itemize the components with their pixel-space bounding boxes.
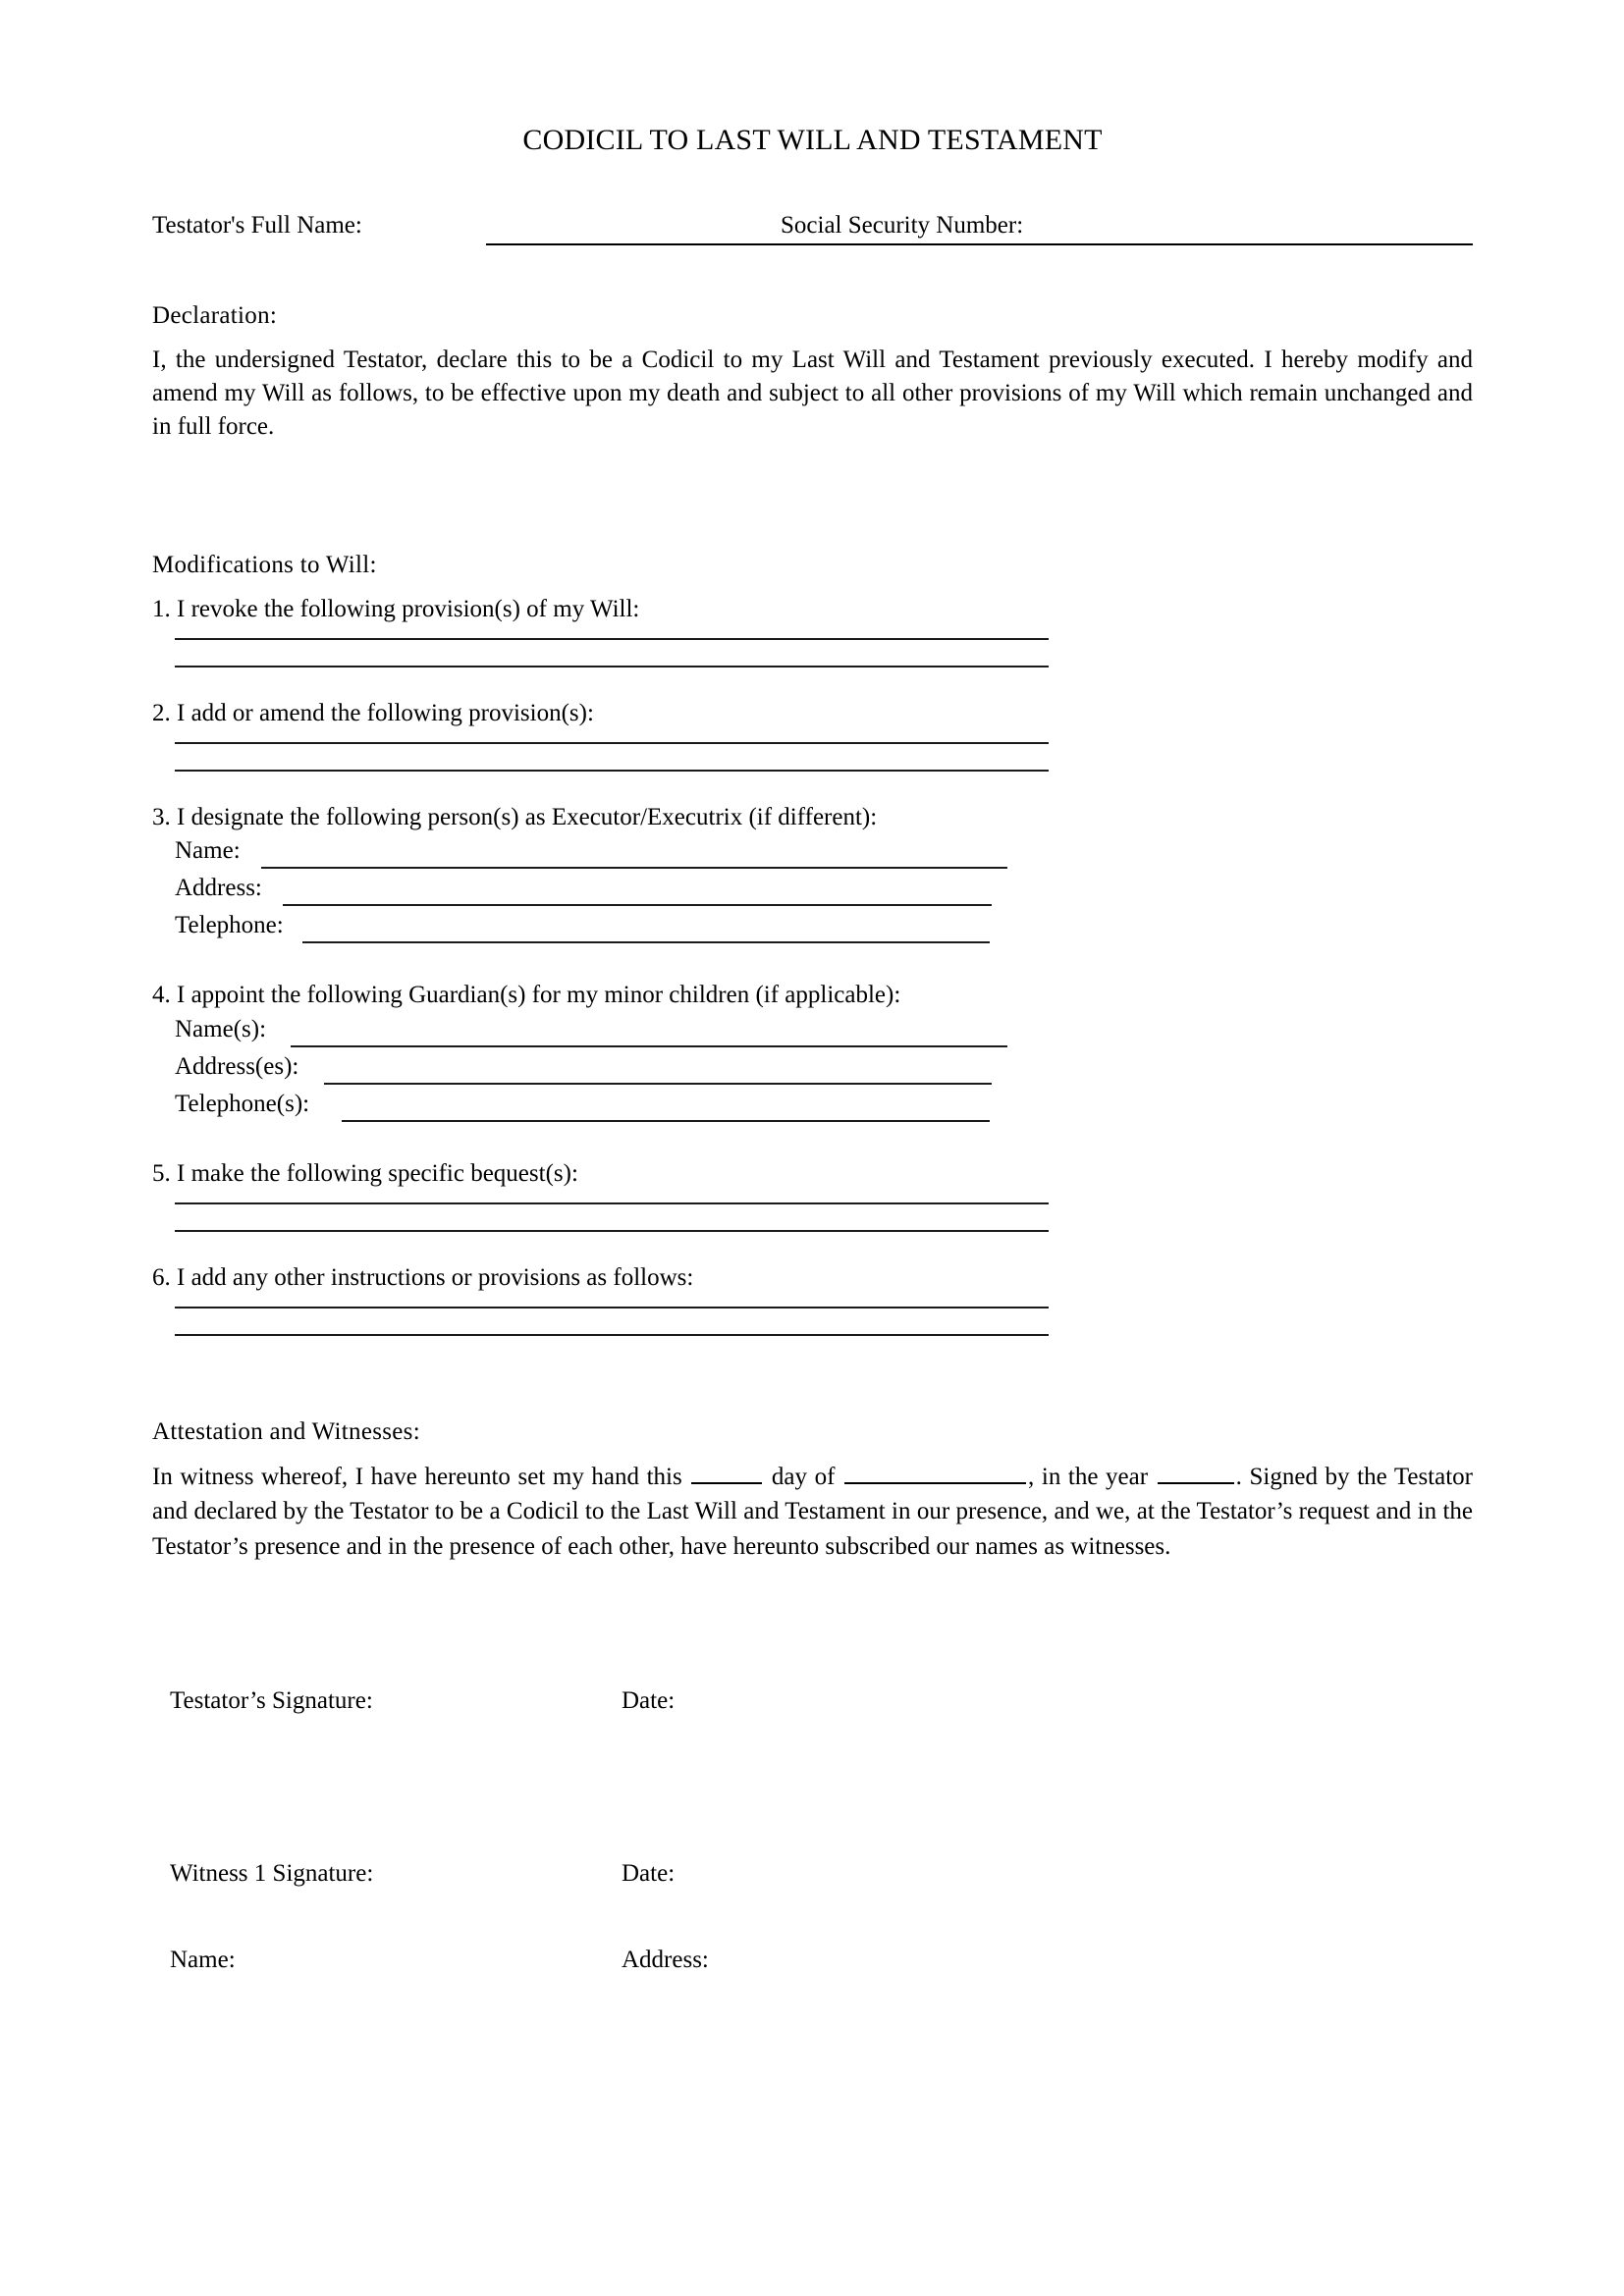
field-fill-line[interactable]	[291, 1045, 1007, 1047]
blank-write-in-line[interactable]	[175, 742, 1049, 744]
signature-row-right-label: Date:	[622, 1860, 676, 1887]
blank-write-in-line[interactable]	[175, 1202, 1049, 1204]
attestation-text-2: day of	[764, 1463, 843, 1490]
modification-field-group	[152, 837, 1473, 949]
field-fill-line[interactable]	[342, 1120, 990, 1122]
declaration-heading: Declaration:	[152, 302, 278, 329]
modification-item	[152, 801, 1473, 950]
field-row	[175, 837, 1473, 875]
document-body	[152, 0, 1473, 2296]
blank-write-in-line[interactable]	[175, 1230, 1049, 1232]
attestation-section	[152, 1418, 1473, 1565]
attestation-text-4: . Signed by the Testator and declared by the Testator to be a Codicil to the Last Will and Testament in our presence, and we, at the Testator’s request and in the Testator’s presence and in the presence of each other, have hereunto subscribed our names as witnesses.	[152, 1463, 1473, 1560]
blank-write-in-line[interactable]	[175, 770, 1049, 772]
signature-row-right-label: Date:	[622, 1687, 676, 1714]
modification-item	[152, 979, 1473, 1128]
modification-item	[152, 1157, 1473, 1232]
month-blank-field[interactable]	[844, 1461, 1026, 1484]
signature-row-left-label: Name:	[170, 1947, 236, 1973]
blank-write-in-line[interactable]	[175, 1307, 1049, 1308]
declaration-section	[152, 302, 1473, 444]
signature-spacer	[170, 1774, 1473, 1860]
modification-blank-lines	[152, 1307, 1473, 1336]
modification-blank-lines	[152, 1202, 1473, 1232]
blank-write-in-line[interactable]	[175, 1334, 1049, 1336]
field-label: Telephone(s):	[175, 1091, 310, 1117]
field-label: Name:	[175, 837, 241, 865]
field-label: Address(es):	[175, 1053, 299, 1080]
attestation-text-3: , in the year	[1028, 1463, 1156, 1490]
field-fill-line[interactable]	[324, 1083, 992, 1085]
field-fill-line[interactable]	[283, 904, 992, 906]
field-row	[175, 875, 1473, 912]
social-security-number-label: Social Security Number:	[781, 212, 1024, 239]
field-row	[175, 1016, 1473, 1053]
field-label: Address:	[175, 875, 262, 902]
field-fill-line[interactable]	[261, 867, 1007, 869]
field-row	[175, 1053, 1473, 1091]
blank-write-in-line[interactable]	[175, 666, 1049, 667]
day-blank-field[interactable]	[691, 1461, 762, 1484]
signature-row	[170, 1947, 1473, 2033]
modifications-section	[152, 552, 1473, 1336]
modification-item	[152, 593, 1473, 667]
field-row	[175, 912, 1473, 949]
attestation-body	[152, 1460, 1473, 1565]
declaration-body: I, the undersigned Testator, declare this to be a Codicil to my Last Will and Testament previously executed. I hereby modify and amend my Will as follows, to be effective upon my death and subject to all other provisions of my Will which remain unchanged and in full force.	[152, 347, 1473, 440]
page-title: CODICIL TO LAST WILL AND TESTAMENT	[522, 124, 1103, 156]
modification-item	[152, 1261, 1473, 1336]
modifications-heading: Modifications to Will:	[152, 552, 377, 578]
modification-blank-lines	[152, 742, 1473, 772]
field-row	[175, 1091, 1473, 1128]
modification-field-group	[152, 1016, 1473, 1128]
modification-item-text: 4. I appoint the following Guardian(s) for my minor children (if applicable):	[152, 982, 901, 1009]
year-blank-field[interactable]	[1158, 1461, 1234, 1484]
testator-name-label: Testator's Full Name:	[152, 212, 362, 239]
signature-row-left-label: Witness 1 Signature:	[170, 1860, 374, 1887]
signature-row-right-label: Address:	[622, 1947, 709, 1973]
attestation-heading: Attestation and Witnesses:	[152, 1417, 420, 1445]
modification-item-text: 3. I designate the following person(s) as Executor/Executrix (if different):	[152, 803, 878, 830]
modifications-item-list	[152, 593, 1473, 1336]
testator-identity-fill-line[interactable]	[486, 243, 1473, 245]
attestation-text-1: In witness whereof, I have hereunto set my hand this	[152, 1463, 690, 1490]
signature-row	[170, 1687, 1473, 1774]
modification-item-text: 6. I add any other instructions or provisions as follows:	[152, 1263, 694, 1291]
signature-row-left-label: Testator’s Signature:	[170, 1687, 373, 1714]
signature-block	[152, 1687, 1473, 2033]
field-label: Name(s):	[175, 1016, 267, 1042]
modification-item-text: 1. I revoke the following provision(s) of my Will:	[152, 596, 640, 622]
signature-row	[170, 1860, 1473, 1947]
modification-item-text: 2. I add or amend the following provision(s):	[152, 699, 594, 726]
testator-identity-row	[152, 212, 1473, 255]
modification-blank-lines	[152, 638, 1473, 667]
blank-write-in-line[interactable]	[175, 638, 1049, 640]
modification-item	[152, 697, 1473, 772]
field-label: Telephone:	[175, 912, 284, 939]
modification-item-text: 5. I make the following specific bequest(s):	[152, 1160, 578, 1187]
field-fill-line[interactable]	[302, 941, 990, 943]
